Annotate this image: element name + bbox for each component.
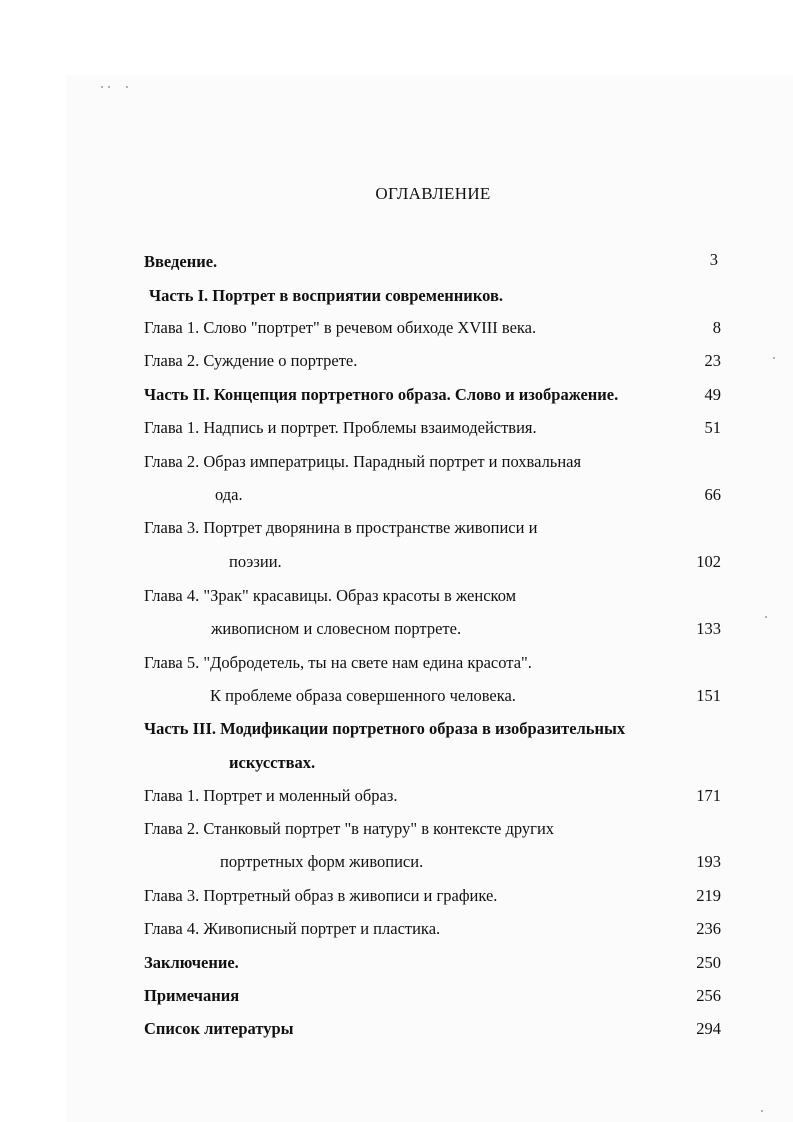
toc-page-number: 102 xyxy=(696,552,721,571)
toc-page-number: 23 xyxy=(704,351,721,370)
toc-entry-prefix: Глава 2. xyxy=(144,351,200,370)
toc-entry xyxy=(144,452,581,472)
toc-entry xyxy=(144,986,239,1006)
toc-entry-label: Часть III. Модификации портретного образа в изобразительных xyxy=(144,719,626,738)
toc-entry-label: Введение. xyxy=(144,252,218,271)
toc-entry xyxy=(144,719,625,739)
scan-speck xyxy=(761,1110,763,1112)
toc-entry-prefix: Глава 2. xyxy=(144,819,200,838)
toc-page-number: 3 xyxy=(709,250,718,269)
toc-entry-prefix: Глава 1. xyxy=(144,418,200,437)
toc-entry-prefix: Глава 5. xyxy=(144,653,200,672)
toc-entry xyxy=(144,518,537,538)
toc-entry xyxy=(149,286,503,306)
toc-entry-prefix: Глава 4. xyxy=(144,586,200,605)
toc-entry-label: Часть I. Портрет в восприятии современников. xyxy=(149,286,503,305)
toc-page-number: 256 xyxy=(696,986,721,1005)
toc-entry xyxy=(144,385,618,405)
toc-entry-label: Список литературы xyxy=(144,1019,294,1038)
scan-speck xyxy=(108,86,110,88)
toc-entry-label: "Зрак" красавицы. Образ красоты в женском xyxy=(203,586,517,605)
toc-entry-label: Портрет дворянина в пространстве живописи и xyxy=(203,518,538,537)
toc-page-number: 49 xyxy=(704,385,721,404)
toc-entry-continuation: ода. xyxy=(215,485,243,504)
toc-entry xyxy=(144,886,497,906)
toc-page-number: 294 xyxy=(696,1019,721,1038)
toc-page-number: 250 xyxy=(696,953,721,972)
toc-entry-label: Заключение. xyxy=(144,953,239,972)
toc-entry xyxy=(144,318,536,338)
toc-page-number: 171 xyxy=(696,786,721,805)
toc-entry-label: Слово "портрет" в речевом обиходе XVIII века. xyxy=(203,318,537,337)
toc-entry-continuation xyxy=(229,753,315,773)
toc-entry xyxy=(144,351,357,371)
toc-entry-label: Станковый портрет "в натуру" в контексте других xyxy=(203,819,555,838)
toc-entry xyxy=(144,819,554,839)
toc-entry-label: Портрет и моленный образ. xyxy=(203,786,398,805)
toc-entry xyxy=(144,919,440,939)
toc-entry-label: "Добродетель, ты на свете нам едина красота". xyxy=(203,653,532,672)
toc-page-number: 51 xyxy=(704,418,721,437)
toc-page-number: 193 xyxy=(696,852,721,871)
toc-entry-prefix: Глава 3. xyxy=(144,886,200,905)
toc-entry-continuation-text: искусствах. xyxy=(229,753,316,772)
toc-page-number: 219 xyxy=(696,886,721,905)
toc-entry-continuation: портретных форм живописи. xyxy=(220,852,424,871)
toc-entry xyxy=(144,586,516,606)
toc-entry xyxy=(144,418,537,438)
toc-entry-prefix: Глава 3. xyxy=(144,518,200,537)
toc-entry-label: Суждение о портрете. xyxy=(203,351,358,370)
toc-page-number: 66 xyxy=(704,485,721,504)
toc-entry-label: Образ императрицы. Парадный портрет и похвальная xyxy=(203,452,582,471)
toc-entry xyxy=(144,1019,294,1039)
scan-speck xyxy=(126,86,128,88)
toc-entry-label: Портретный образ в живописи и графике. xyxy=(203,886,498,905)
toc-entry xyxy=(144,252,217,272)
scan-speck xyxy=(765,616,767,618)
toc-entry-prefix: Глава 2. xyxy=(144,452,200,471)
toc-page-number: 133 xyxy=(696,619,721,638)
toc-entry-label: Часть II. Концепция портретного образа. Слово и изображение. xyxy=(144,385,619,404)
toc-entry-continuation: живописном и словесном портрете. xyxy=(211,619,462,638)
toc-page-number: 151 xyxy=(696,686,721,705)
toc-page-number: 8 xyxy=(712,318,721,337)
toc-entry-continuation: поэзии. xyxy=(229,552,282,571)
toc-title: ОГЛАВЛЕНИЕ xyxy=(375,184,491,203)
toc-entry-label: Живописный портрет и пластика. xyxy=(203,919,441,938)
toc-entry xyxy=(144,653,532,673)
scan-speck xyxy=(773,357,775,359)
toc-entry xyxy=(144,953,239,973)
toc-entry-label: Примечания xyxy=(144,986,240,1005)
toc-entry-prefix: Глава 1. xyxy=(144,318,200,337)
toc-page-number: 236 xyxy=(696,919,721,938)
toc-entry xyxy=(144,786,397,806)
toc-entry-label: Надпись и портрет. Проблемы взаимодействия. xyxy=(203,418,537,437)
scan-speck xyxy=(101,86,103,88)
toc-entry-prefix: Глава 4. xyxy=(144,919,200,938)
toc-entry-prefix: Глава 1. xyxy=(144,786,200,805)
toc-entry-continuation: К проблеме образа совершенного человека. xyxy=(210,686,516,705)
